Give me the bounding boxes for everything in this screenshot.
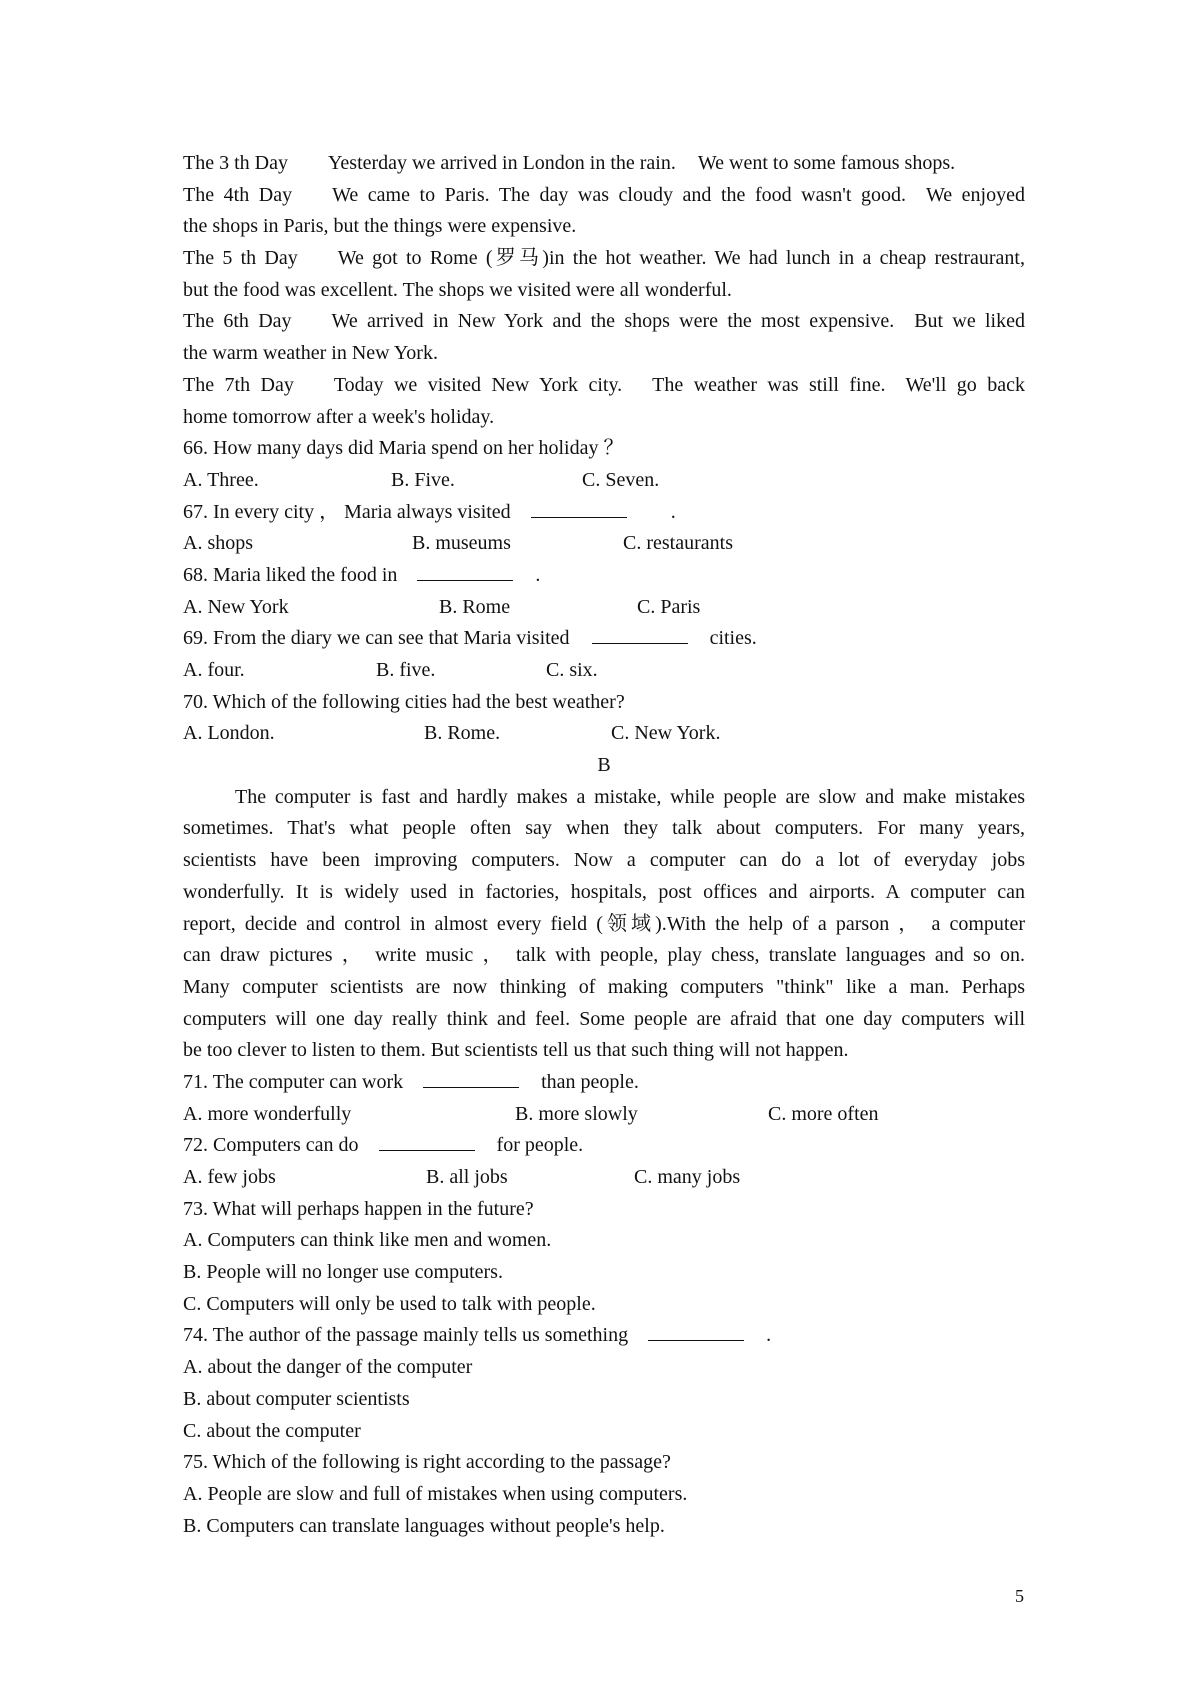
option-b: B. about computer scientists	[183, 1387, 410, 1410]
question-end: .	[766, 1324, 772, 1347]
question-75-stem: 75. Which of the following is right according to the passage?	[183, 1451, 671, 1474]
answer-blank	[648, 1322, 744, 1341]
question-71-stem	[183, 1067, 1025, 1099]
diary-day7	[183, 370, 1025, 402]
day-label: The 6th Day	[183, 310, 292, 333]
option-b: B. more slowly	[515, 1102, 638, 1125]
option-b: B. museums	[412, 532, 511, 555]
option-c: C. more often	[768, 1102, 879, 1125]
passage-line: Many computer scientists are now thinking of making computers "think" like a man. Perhaps	[183, 975, 1025, 998]
question-66-stem: 66. How many days did Maria spend on her holiday ？	[183, 437, 624, 460]
diary-day5	[183, 243, 1025, 275]
answer-blank	[592, 625, 688, 644]
passage-line: report, decide and control in almost every field (领域).With the help of a parson ， a computer	[183, 912, 1025, 935]
day-label: The 7th Day	[183, 373, 294, 396]
day-text: We enjoyed	[925, 183, 1025, 206]
option-a: A. Computers can think like men and women.	[183, 1229, 552, 1252]
question-end: than people.	[541, 1070, 639, 1093]
answer-blank	[531, 499, 627, 518]
option-c: C. Seven.	[582, 468, 660, 491]
diary-day6	[183, 306, 1025, 338]
day-text: Yesterday we arrived in London in the rain.	[327, 152, 676, 174]
option-b: B. five.	[376, 659, 436, 681]
option-a: A. about the danger of the computer	[183, 1356, 473, 1379]
passage-line: can draw pictures ， write music ， talk with people, play chess, translate languages and so on.	[183, 944, 1025, 967]
question-end: .	[670, 500, 676, 523]
day-text: We got to Rome (罗马)in the hot weather. We had lunch in a cheap restraurant,	[337, 247, 1025, 270]
option-b: B. People will no longer use computers.	[183, 1261, 503, 1284]
diary-day6-cont: the warm weather in New York.	[183, 342, 438, 365]
passage-line: wonderfully. It is widely used in factories, hospitals, post offices and airports. A computer can	[183, 880, 1025, 903]
question-66-options	[183, 465, 1025, 497]
passage-line: computers will one day really think and feel. Some people are afraid that one day computers will	[183, 1007, 1025, 1030]
option-c: C. Paris	[637, 595, 701, 618]
diary-day3	[183, 148, 1025, 180]
diary-day5-cont: but the food was excellent. The shops we visited were all wonderful.	[183, 278, 732, 301]
question-68-options	[183, 592, 1025, 624]
passage-line: be too clever to listen to them. But scientists tell us that such thing will not happen.	[183, 1039, 849, 1062]
option-c: C. New York.	[611, 722, 721, 745]
question-67-stem	[183, 497, 1025, 529]
question-73-stem: 73. What will perhaps happen in the future?	[183, 1197, 534, 1220]
question-end: cities.	[709, 627, 757, 650]
day-text: We arrived in New York and the shops were the most expensive.	[331, 310, 895, 333]
option-a: A. London.	[183, 722, 275, 745]
option-a: A. New York	[183, 595, 289, 618]
diary-day4	[183, 180, 1025, 212]
answer-blank	[379, 1132, 475, 1151]
document-body	[183, 148, 1025, 1542]
option-c: C. restaurants	[623, 532, 733, 555]
question-text: 68. Maria liked the food in	[183, 563, 398, 586]
day-text: We came to Paris. The day was cloudy and the food wasn't good.	[332, 183, 906, 206]
question-end: .	[535, 563, 541, 586]
passage-line: sometimes. That's what people often say when they talk about computers. For many years,	[183, 817, 1025, 840]
passage-line: The computer is fast and hardly makes a mistake, while people are slow and make mistakes	[235, 785, 1025, 808]
day-text: We'll go back	[905, 373, 1025, 396]
option-a: A. more wonderfully	[183, 1102, 352, 1125]
option-a: A. Three.	[183, 468, 259, 491]
diary-day4-cont: the shops in Paris, but the things were expensive.	[183, 215, 577, 238]
day-label: The 3 th Day	[183, 152, 288, 174]
question-68-stem	[183, 560, 1025, 592]
question-67-options	[183, 528, 1025, 560]
question-71-options	[183, 1099, 1025, 1131]
answer-blank	[417, 562, 513, 581]
section-heading: B	[597, 754, 611, 777]
day-label: The 5 th Day	[183, 247, 298, 270]
day-text: But we liked	[914, 310, 1025, 333]
answer-blank	[423, 1069, 519, 1088]
diary-day7-cont: home tomorrow after a week's holiday.	[183, 405, 495, 428]
question-74-stem	[183, 1320, 1025, 1352]
option-b: B. Rome	[439, 595, 511, 618]
day-text: We went to some famous shops.	[697, 152, 956, 174]
question-text: 71. The computer can work	[183, 1070, 404, 1093]
option-c: C. six.	[546, 659, 598, 681]
option-a: A. shops	[183, 532, 254, 555]
option-c: C. Computers will only be used to talk with people.	[183, 1292, 596, 1315]
question-end: for people.	[496, 1134, 584, 1157]
day-text: Today we visited New York city.	[333, 373, 623, 396]
question-69-options	[183, 655, 1025, 687]
option-b: B. Rome.	[424, 722, 501, 745]
option-b: B. Computers can translate languages without people's help.	[183, 1514, 665, 1537]
page-number: 5	[1015, 1586, 1024, 1606]
question-70-options	[183, 718, 1025, 750]
option-b: B. Five.	[391, 468, 455, 491]
question-69-stem	[183, 623, 1025, 655]
option-a: A. few jobs	[183, 1166, 276, 1188]
question-72-options	[183, 1162, 1025, 1194]
option-c: C. about the computer	[183, 1419, 361, 1442]
option-a: A. four.	[183, 659, 245, 681]
question-text: 72. Computers can do	[183, 1134, 359, 1157]
day-text: The weather was still fine.	[652, 373, 886, 396]
question-text: 67. In every city ， Maria always visited	[183, 500, 511, 523]
question-72-stem	[183, 1130, 1025, 1162]
question-text: 69. From the diary we can see that Maria visited	[183, 627, 570, 650]
day-label: The 4th Day	[183, 183, 293, 206]
option-b: B. all jobs	[426, 1166, 508, 1188]
option-c: C. many jobs	[634, 1166, 741, 1188]
question-text: 74. The author of the passage mainly tells us something	[183, 1324, 629, 1347]
question-70-stem: 70. Which of the following cities had the best weather?	[183, 690, 625, 713]
passage-line: scientists have been improving computers. Now a computer can do a lot of everyday jobs	[183, 849, 1025, 872]
option-a: A. People are slow and full of mistakes when using computers.	[183, 1482, 688, 1505]
